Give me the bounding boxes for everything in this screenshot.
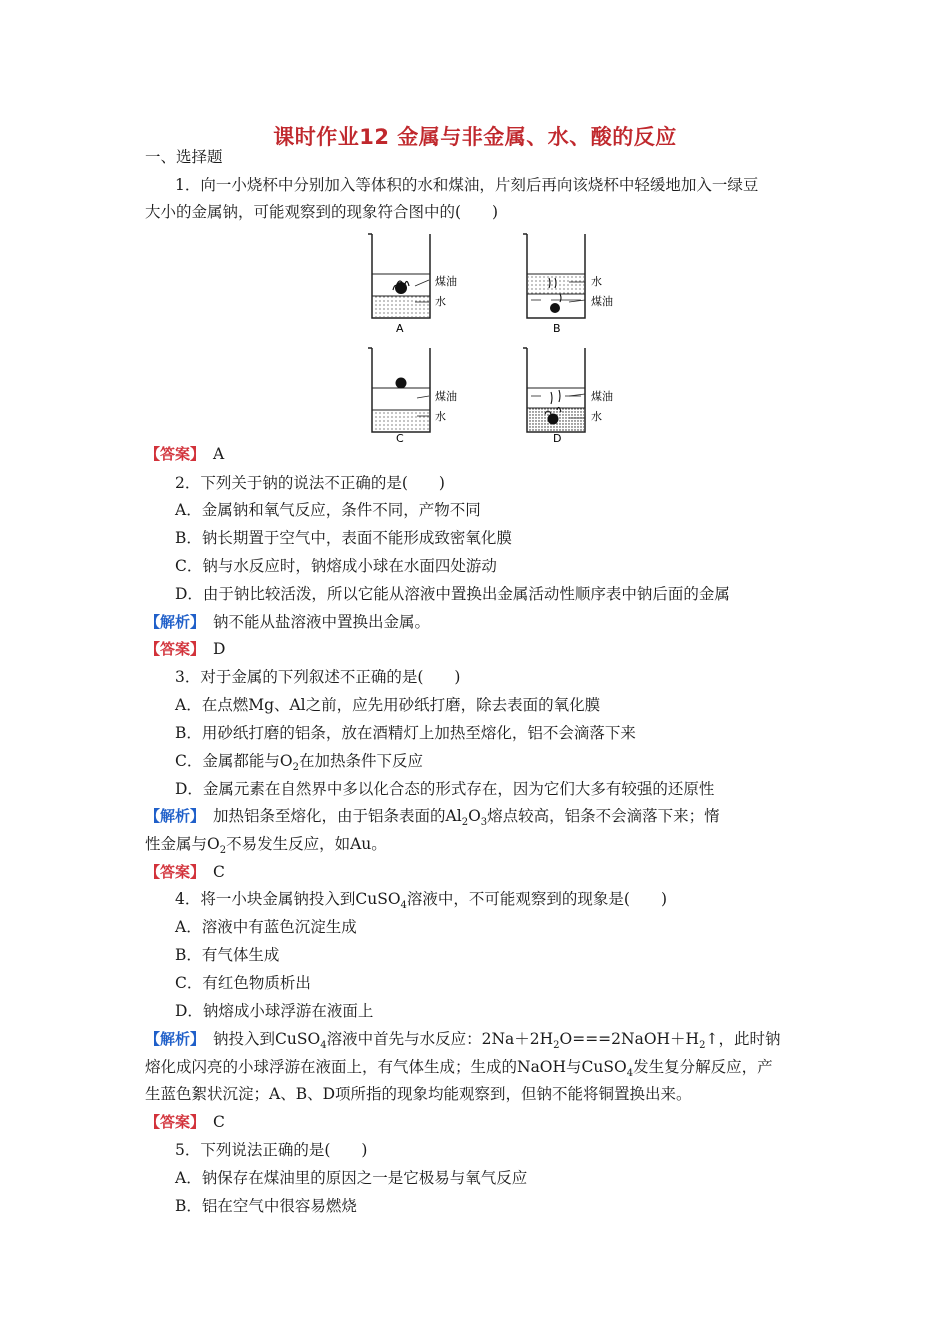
beaker-c bbox=[368, 348, 457, 445]
beaker-d-top-label: 煤油 bbox=[591, 390, 613, 403]
beaker-d-bottom-label: 水 bbox=[591, 410, 602, 423]
q5-stem: 5．下列说法正确的是( ) bbox=[175, 1141, 368, 1159]
beaker-a bbox=[368, 234, 457, 335]
beaker-b-bottom-label: 煤油 bbox=[591, 295, 613, 308]
q4-answer-value: C bbox=[213, 1113, 225, 1131]
beaker-b-top-label: 水 bbox=[591, 275, 602, 288]
beaker-a-top-label: 煤油 bbox=[435, 275, 457, 288]
q3-option-b: B．用砂纸打磨的铝条，放在酒精灯上加热至熔化，铝不会滴落下来 bbox=[175, 724, 636, 742]
analysis-tag: 【解析】 bbox=[145, 1030, 198, 1048]
beaker-d bbox=[523, 348, 613, 445]
q2-analysis bbox=[145, 612, 430, 632]
q4-answer bbox=[145, 1112, 225, 1132]
q1-answer bbox=[145, 444, 224, 464]
q4-option-a: A．溶液中有蓝色沉淀生成 bbox=[175, 918, 357, 936]
q3-answer-value: C bbox=[213, 863, 225, 881]
answer-tag: 【答案】 bbox=[145, 863, 198, 881]
q3-analysis-line2: 性金属与$O_2$不易发生反应，如Au。 bbox=[145, 835, 387, 857]
answer-tag: 【答案】 bbox=[145, 640, 198, 658]
q1-stem-line2: 大小的金属钠，可能观察到的现象符合图中的( ) bbox=[145, 203, 499, 221]
beaker-c-bottom-label: 水 bbox=[435, 410, 446, 423]
beaker-c-top-label: 煤油 bbox=[435, 390, 457, 403]
beaker-d-label: D bbox=[553, 432, 562, 445]
q4-analysis-line3: 生蓝色絮状沉淀；A、B、D项所指的现象均能观察到，但钠不能将铜置换出来。 bbox=[145, 1085, 692, 1103]
page-title: 课时作业12 金属与非金属、水、酸的反应 bbox=[273, 125, 677, 149]
q2-option-d: D．由于钠比较活泼，所以它能从溶液中置换出金属活动性顺序表中钠后面的金属 bbox=[175, 585, 730, 603]
q4-option-c: C．有红色物质析出 bbox=[175, 974, 311, 992]
q2-stem: 2．下列关于钠的说法不正确的是( ) bbox=[175, 474, 445, 492]
q2-option-a: A．金属钠和氧气反应，条件不同，产物不同 bbox=[175, 501, 481, 519]
q4-analysis-line1: 【解析】 钠投入到CuSO$_4$溶液中首先与水反应：$2Na+2H_2O===2NaOH+H_2↑$，此时钠 bbox=[145, 1030, 781, 1052]
beaker-b bbox=[523, 234, 613, 335]
analysis-tag: 【解析】 bbox=[145, 613, 198, 631]
section-heading: 一、选择题 bbox=[145, 148, 223, 166]
q4-stem: 4．将一小块金属钠投入到CuSO$_4$溶液中，不可能观察到的现象是( ) bbox=[175, 890, 668, 912]
analysis-tag: 【解析】 bbox=[145, 807, 198, 825]
q4-analysis-line2: 熔化成闪亮的小球浮游在液面上，有气体生成；生成的NaOH与CuSO$_4$发生复分解反应，产 bbox=[145, 1058, 773, 1080]
beaker-c-label: C bbox=[396, 432, 404, 445]
q3-stem: 3．对于金属的下列叙述不正确的是( ) bbox=[175, 668, 461, 686]
beaker-figure bbox=[355, 228, 635, 448]
q2-answer bbox=[145, 639, 225, 659]
beaker-a-label: A bbox=[396, 322, 404, 335]
q1-answer-value: A bbox=[213, 445, 225, 463]
q2-option-c: C．钠与水反应时，钠熔成小球在水面四处游动 bbox=[175, 557, 497, 575]
q3-option-d: D．金属元素在自然界中多以化合态的形式存在，因为它们大多有较强的还原性 bbox=[175, 780, 715, 798]
beaker-a-bottom-label: 水 bbox=[435, 295, 446, 308]
q5-option-b: B．铝在空气中很容易燃烧 bbox=[175, 1197, 357, 1215]
answer-tag: 【答案】 bbox=[145, 445, 198, 463]
beaker-b-label: B bbox=[553, 322, 561, 335]
q3-option-c: C．金属都能与$O_2$在加热条件下反应 bbox=[175, 752, 423, 774]
q3-analysis-line1: 【解析】 加热铝条至熔化，由于铝条表面的$Al_2O_3$熔点较高，铝条不会滴落下来；惰 bbox=[145, 807, 720, 829]
q2-analysis-text: 钠不能从盐溶液中置换出金属。 bbox=[213, 613, 431, 631]
q4-option-b: B．有气体生成 bbox=[175, 946, 280, 964]
q3-answer bbox=[145, 862, 225, 882]
q5-option-a: A．钠保存在煤油里的原因之一是它极易与氧气反应 bbox=[175, 1169, 528, 1187]
q1-stem-line1: 1．向一小烧杯中分别加入等体积的水和煤油，片刻后再向该烧杯中轻缓地加入一绿豆 bbox=[175, 176, 759, 194]
q4-option-d: D．钠熔成小球浮游在液面上 bbox=[175, 1002, 374, 1020]
q2-answer-value: D bbox=[213, 640, 226, 658]
answer-tag: 【答案】 bbox=[145, 1113, 198, 1131]
q3-option-a: A．在点燃Mg、Al之前，应先用砂纸打磨，除去表面的氧化膜 bbox=[175, 696, 601, 714]
q2-option-b: B．钠长期置于空气中，表面不能形成致密氧化膜 bbox=[175, 529, 512, 547]
